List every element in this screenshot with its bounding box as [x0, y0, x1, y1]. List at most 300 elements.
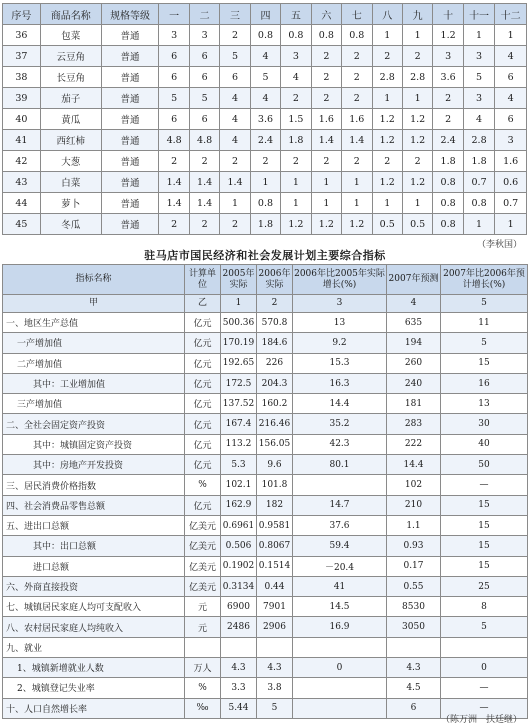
column-header: 三	[220, 4, 250, 25]
table-cell: 1.8	[250, 214, 280, 235]
table-cell: 0.8	[311, 25, 341, 46]
table-cell: ‰	[185, 698, 221, 718]
table-cell: 2	[250, 151, 280, 172]
table-row	[3, 556, 528, 576]
table-cell: 15	[441, 495, 528, 515]
table-cell: 137.52	[221, 394, 257, 414]
table-cell: 1.4	[189, 172, 219, 193]
table-cell: 113.2	[221, 434, 257, 454]
table-row	[3, 109, 527, 130]
table-cell: 2	[402, 151, 432, 172]
table-cell: 4	[250, 46, 280, 67]
table-cell: 1.8	[281, 130, 311, 151]
table-cell: 1.8	[433, 151, 463, 172]
table-cell: 5	[463, 67, 495, 88]
table-cell: 37	[3, 46, 41, 67]
table-cell: 4.3	[387, 658, 441, 678]
column-subheader: 3	[293, 295, 387, 313]
table-cell: 0.1514	[257, 556, 293, 576]
indicator-name: 1、城镇新增就业人数	[3, 658, 185, 678]
table-row	[3, 46, 527, 67]
table-cell: 3.6	[433, 67, 463, 88]
table-cell: 3	[433, 46, 463, 67]
indicator-name: 四、社会消费品零售总额	[3, 495, 185, 515]
table-cell	[441, 637, 528, 657]
table-cell: —	[441, 475, 528, 495]
table-cell: %	[185, 475, 221, 495]
table-cell: 41	[293, 576, 387, 596]
indicator-name: 七、城镇居民家庭人均可支配收入	[3, 597, 185, 617]
table-cell: 204.3	[257, 373, 293, 393]
table-cell: 102	[387, 475, 441, 495]
table-row	[3, 67, 527, 88]
column-subheader: 5	[441, 295, 528, 313]
column-header: 商品名称	[40, 4, 101, 25]
table-cell: 500.36	[221, 313, 257, 333]
table-cell: 0.93	[387, 536, 441, 556]
table-cell: 亿美元	[185, 556, 221, 576]
table-cell: 216.46	[257, 414, 293, 434]
table-cell: 45	[3, 214, 41, 235]
table-cell: 普通	[101, 193, 159, 214]
table-cell: 1.6	[495, 151, 527, 172]
table-cell: 普通	[101, 88, 159, 109]
table-cell: 160.2	[257, 394, 293, 414]
table-cell: 黄瓜	[40, 109, 101, 130]
table-cell: 2	[342, 151, 372, 172]
table-cell: 13	[293, 313, 387, 333]
table-cell: 50	[441, 455, 528, 475]
table-cell: 2	[311, 88, 341, 109]
table-cell: 156.05	[257, 434, 293, 454]
table-row	[3, 333, 528, 353]
table-cell: 1	[463, 25, 495, 46]
table-cell: 1	[402, 25, 432, 46]
table-row	[3, 172, 527, 193]
table-cell: 2.4	[250, 130, 280, 151]
table-cell: 0.506	[221, 536, 257, 556]
table-cell: 0.8	[433, 214, 463, 235]
table-cell: 1.2	[402, 130, 432, 151]
table-cell: 0.6	[495, 172, 527, 193]
table-cell	[293, 637, 387, 657]
indicator-name: 其中：出口总额	[3, 536, 185, 556]
table-cell: 1	[342, 193, 372, 214]
table-cell: 635	[387, 313, 441, 333]
table-cell: 38	[3, 67, 41, 88]
table-cell: 181	[387, 394, 441, 414]
table-row	[3, 394, 528, 414]
table-cell: 0.17	[387, 556, 441, 576]
vegetable-price-table	[2, 3, 527, 235]
table-cell: 7901	[257, 597, 293, 617]
table-cell: 1.4	[189, 193, 219, 214]
table-cell: 222	[387, 434, 441, 454]
column-subheader: 1	[221, 295, 257, 313]
table-cell: 6	[495, 67, 527, 88]
table-row	[3, 151, 527, 172]
table-row	[3, 475, 528, 495]
table-cell	[293, 678, 387, 698]
indicator-name: 进口总额	[3, 556, 185, 576]
table-cell: 3.8	[257, 678, 293, 698]
table-cell: 1.2	[342, 214, 372, 235]
table-cell: 1	[250, 172, 280, 193]
table-cell: 2	[220, 25, 250, 46]
table-cell: 1.1	[387, 515, 441, 535]
table-row	[3, 414, 528, 434]
table-cell: 0.3134	[221, 576, 257, 596]
column-header: 四	[250, 4, 280, 25]
table-cell: 170.19	[221, 333, 257, 353]
table-cell: 2	[433, 109, 463, 130]
table-cell: 570.8	[257, 313, 293, 333]
table-cell: 16	[441, 373, 528, 393]
table-cell: 亿元	[185, 353, 221, 373]
column-header: 序号	[3, 4, 41, 25]
table-cell: 260	[387, 353, 441, 373]
indicator-name: 六、外商直接投资	[3, 576, 185, 596]
table-cell: 4	[463, 109, 495, 130]
table-cell: 1.2	[372, 130, 402, 151]
table-row	[3, 617, 528, 637]
indicator-name: 八、农村居民家庭人均纯收入	[3, 617, 185, 637]
table-cell: 白菜	[40, 172, 101, 193]
column-header: 2006年比2005年实际增长(%)	[293, 265, 387, 295]
table-cell: 226	[257, 353, 293, 373]
table-cell: 41	[3, 130, 41, 151]
column-header: 一	[159, 4, 189, 25]
table-cell: 2	[311, 46, 341, 67]
table-cell: 1.2	[402, 109, 432, 130]
table-cell: 普通	[101, 130, 159, 151]
table-cell: 2	[433, 88, 463, 109]
table-cell: 0	[293, 658, 387, 678]
table-row	[3, 455, 528, 475]
table-cell: 普通	[101, 46, 159, 67]
table-row	[3, 313, 528, 333]
column-subheader: 乙	[185, 295, 221, 313]
table-cell: 亿元	[185, 313, 221, 333]
table-cell: 1.2	[433, 25, 463, 46]
table-cell: 5	[159, 88, 189, 109]
table-cell: 1	[402, 88, 432, 109]
table-cell: 59.4	[293, 536, 387, 556]
table-cell: 西红柿	[40, 130, 101, 151]
table-cell: 2	[342, 88, 372, 109]
table-cell: 2.8	[402, 67, 432, 88]
column-header: 十一	[463, 4, 495, 25]
table-cell: 4.3	[257, 658, 293, 678]
table-cell: 13	[441, 394, 528, 414]
table-cell: 2	[372, 46, 402, 67]
table-cell: 5	[257, 698, 293, 718]
table-cell: 亿元	[185, 495, 221, 515]
table-row	[3, 678, 528, 698]
table-cell: 2	[342, 67, 372, 88]
table-cell: 元	[185, 597, 221, 617]
table-cell: 4.8	[189, 130, 219, 151]
table-cell: 14.5	[293, 597, 387, 617]
table-cell: 35.2	[293, 414, 387, 434]
column-header: 2005年实际	[221, 265, 257, 295]
table-cell: 0.44	[257, 576, 293, 596]
table-cell	[293, 475, 387, 495]
table-cell: 亿元	[185, 455, 221, 475]
economic-indicators-table	[2, 264, 528, 719]
table-cell: 亿元	[185, 373, 221, 393]
table-cell: 1	[342, 172, 372, 193]
table-cell: 2	[220, 214, 250, 235]
table-cell: 1.2	[402, 172, 432, 193]
table-cell: 15	[441, 353, 528, 373]
table-cell: 0	[441, 658, 528, 678]
table-row	[3, 353, 528, 373]
indicator-name: 五、进出口总额	[3, 515, 185, 535]
column-header: 2007年比2006年预计增长(%)	[441, 265, 528, 295]
table-cell: 8	[441, 597, 528, 617]
table-cell: 40	[3, 109, 41, 130]
table-row	[3, 515, 528, 535]
table-cell: 0.8	[342, 25, 372, 46]
table-cell: 5.3	[221, 455, 257, 475]
table-row	[3, 495, 528, 515]
table-cell: 15	[441, 515, 528, 535]
table-subheader-row	[3, 295, 528, 313]
indicator-name: 二、全社会固定资产投资	[3, 414, 185, 434]
table-cell: 182	[257, 495, 293, 515]
table-cell: 0.5	[402, 214, 432, 235]
table-header-row	[3, 4, 527, 25]
table-cell: —	[441, 698, 528, 718]
table-cell: 0.9581	[257, 515, 293, 535]
table-cell: 2	[342, 46, 372, 67]
table-row	[3, 597, 528, 617]
table-cell: 茄子	[40, 88, 101, 109]
table-cell: 普通	[101, 67, 159, 88]
table-cell: 6	[159, 46, 189, 67]
table-cell: 1	[372, 193, 402, 214]
table-cell: 0.7	[495, 193, 527, 214]
table-cell: 0.8	[433, 172, 463, 193]
table-cell: 36	[3, 25, 41, 46]
table-cell: 6900	[221, 597, 257, 617]
column-header: 九	[402, 4, 432, 25]
table-cell: 1.4	[342, 130, 372, 151]
table-cell: 0.5	[372, 214, 402, 235]
table-cell: 1.8	[463, 151, 495, 172]
table-cell: 3	[463, 88, 495, 109]
table-cell: 167.4	[221, 414, 257, 434]
indicator-name: 其中：城镇固定资产投资	[3, 434, 185, 454]
indicator-name: 一产增加值	[3, 333, 185, 353]
table-cell: 2	[189, 214, 219, 235]
column-header: 规格等级	[101, 4, 159, 25]
column-header: 六	[311, 4, 341, 25]
table-cell: 0.8	[250, 25, 280, 46]
table-cell: 0.7	[463, 172, 495, 193]
table-cell: 5	[441, 617, 528, 637]
table-cell: 9.2	[293, 333, 387, 353]
column-subheader: 4	[387, 295, 441, 313]
table-cell: 1	[463, 214, 495, 235]
table-cell: 43	[3, 172, 41, 193]
table-row	[3, 658, 528, 678]
table-cell: 1	[372, 25, 402, 46]
table-cell: 0.8	[281, 25, 311, 46]
table-cell: 1	[402, 193, 432, 214]
table-cell: 5	[189, 88, 219, 109]
table-cell: 4	[220, 109, 250, 130]
table-cell: 3	[281, 46, 311, 67]
table-cell: 2.8	[463, 130, 495, 151]
indicator-name: 其中：工业增加值	[3, 373, 185, 393]
column-subheader: 2	[257, 295, 293, 313]
indicator-name: 2、城镇登记失业率	[3, 678, 185, 698]
table-row	[3, 576, 528, 596]
table-row	[3, 193, 527, 214]
table-cell: 6	[189, 67, 219, 88]
table-cell: 长豆角	[40, 67, 101, 88]
table-cell: 184.6	[257, 333, 293, 353]
table-cell: 1	[495, 25, 527, 46]
table-cell: 5	[220, 46, 250, 67]
column-header: 指标名称	[3, 265, 185, 295]
table-cell: 1	[311, 193, 341, 214]
table-cell: 1.5	[281, 109, 311, 130]
column-header: 二	[189, 4, 219, 25]
table-cell: 6	[159, 67, 189, 88]
table-cell: 1	[311, 172, 341, 193]
table-cell: 15.3	[293, 353, 387, 373]
indicator-name: 其中：房地产开发投资	[3, 455, 185, 475]
column-header: 计算单位	[185, 265, 221, 295]
table-cell: 2486	[221, 617, 257, 637]
indicator-name: 一、地区生产总值	[3, 313, 185, 333]
table-cell: 4	[220, 88, 250, 109]
table-cell: 6	[189, 46, 219, 67]
table-cell: 0.6961	[221, 515, 257, 535]
author-credit: （李秋国）	[476, 240, 522, 250]
table-cell: 4.5	[387, 678, 441, 698]
table-cell: 3	[463, 46, 495, 67]
table-cell: 283	[387, 414, 441, 434]
table-cell: 3	[189, 25, 219, 46]
table-cell: 1	[495, 214, 527, 235]
table-cell: 1.2	[281, 214, 311, 235]
table-cell: 2	[311, 151, 341, 172]
table-cell: 亿美元	[185, 515, 221, 535]
table-cell: 2.4	[433, 130, 463, 151]
table-cell: 5	[250, 67, 280, 88]
table-cell: 240	[387, 373, 441, 393]
table-row	[3, 25, 527, 46]
table-cell: 元	[185, 617, 221, 637]
table-cell: －20.4	[293, 556, 387, 576]
table-cell	[387, 637, 441, 657]
table-cell: 44	[3, 193, 41, 214]
table-cell: 0.8	[250, 193, 280, 214]
table-cell: 40	[441, 434, 528, 454]
table-cell: 亿美元	[185, 536, 221, 556]
table-cell: 2	[159, 151, 189, 172]
table-cell: 普通	[101, 172, 159, 193]
table-cell: 云豆角	[40, 46, 101, 67]
table-cell: 5	[441, 333, 528, 353]
column-header: 八	[372, 4, 402, 25]
table-cell: 3.6	[250, 109, 280, 130]
table-row	[3, 637, 528, 657]
table-cell: 42	[3, 151, 41, 172]
table-cell: 2	[281, 151, 311, 172]
column-header: 七	[342, 4, 372, 25]
table-cell: 42.3	[293, 434, 387, 454]
table-cell: 80.1	[293, 455, 387, 475]
table-cell: 3	[495, 130, 527, 151]
table-cell: 普通	[101, 109, 159, 130]
table-row	[3, 536, 528, 556]
table-cell: 8530	[387, 597, 441, 617]
table-cell: 2	[311, 67, 341, 88]
table-row	[3, 130, 527, 151]
table-cell: 3050	[387, 617, 441, 637]
table-cell: 4	[250, 88, 280, 109]
column-header: 2006年实际	[257, 265, 293, 295]
table-cell: 亿元	[185, 333, 221, 353]
table-cell: 102.1	[221, 475, 257, 495]
table-cell: 1.4	[159, 172, 189, 193]
table-cell: 1	[372, 88, 402, 109]
table-cell: 2	[189, 151, 219, 172]
table-cell: 30	[441, 414, 528, 434]
table-cell: 2	[220, 151, 250, 172]
table-cell: 亿元	[185, 434, 221, 454]
table-cell: 1.6	[342, 109, 372, 130]
table-cell: 0.8067	[257, 536, 293, 556]
table-cell: 172.5	[221, 373, 257, 393]
table-cell: 1.6	[311, 109, 341, 130]
table-cell: 39	[3, 88, 41, 109]
table-cell: 4	[495, 88, 527, 109]
table-cell: 2	[159, 214, 189, 235]
table-cell: 6	[387, 698, 441, 718]
table-cell: —	[441, 678, 528, 698]
table-cell: 萝卜	[40, 193, 101, 214]
table-cell: %	[185, 678, 221, 698]
table-cell	[185, 637, 221, 657]
table-title: 驻马店市国民经济和社会发展计划主要综合指标	[144, 249, 386, 262]
table-cell: 0.55	[387, 576, 441, 596]
table-cell: 0.8	[433, 193, 463, 214]
table-row	[3, 434, 528, 454]
table-cell: 15	[441, 556, 528, 576]
table-cell: 4	[495, 46, 527, 67]
table-row	[3, 373, 528, 393]
table-cell: 1	[281, 172, 311, 193]
table-cell: 101.8	[257, 475, 293, 495]
table-cell: 1	[281, 193, 311, 214]
table-cell: 1.4	[311, 130, 341, 151]
table-cell: 6	[189, 109, 219, 130]
column-header: 五	[281, 4, 311, 25]
table-cell: 11	[441, 313, 528, 333]
table-cell: 0.8	[463, 193, 495, 214]
table-cell	[293, 698, 387, 718]
table-cell: 1.2	[372, 109, 402, 130]
table-cell: 9.6	[257, 455, 293, 475]
table-cell: 普通	[101, 214, 159, 235]
table-cell: 1.4	[159, 193, 189, 214]
